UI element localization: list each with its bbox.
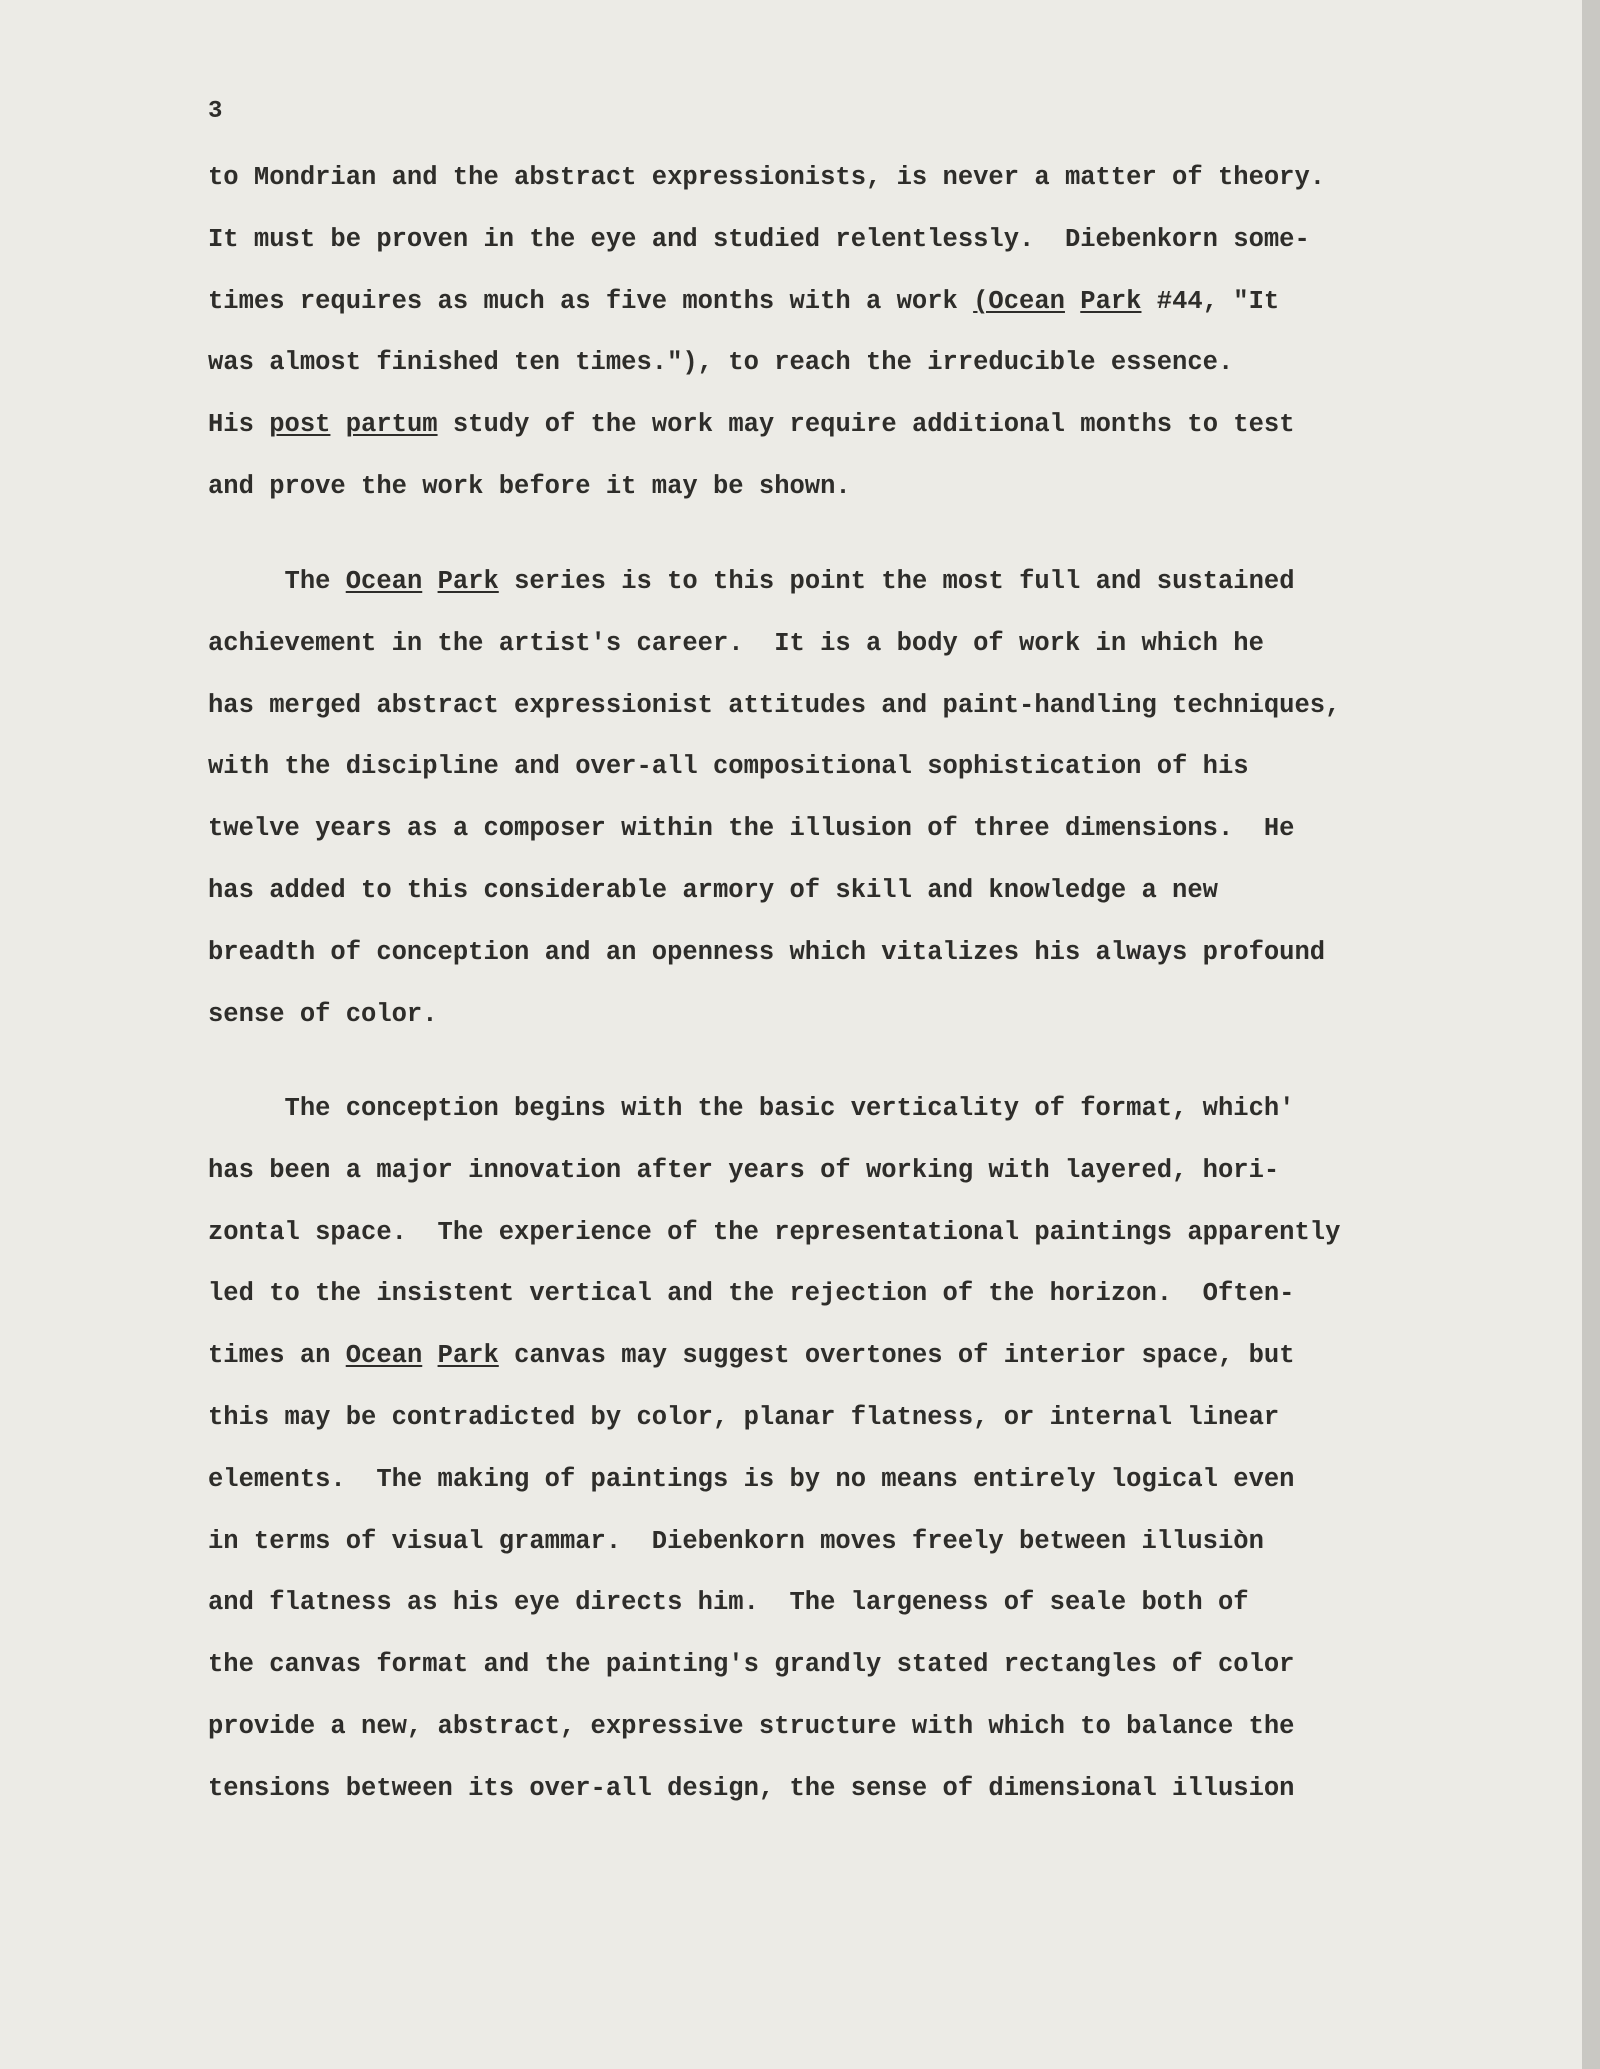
text-line: and prove the work before it may be shown. xyxy=(208,471,851,501)
paragraph-1 xyxy=(208,147,1325,518)
paragraph-2 xyxy=(208,551,1340,1045)
page-edge xyxy=(1582,0,1600,2069)
text-line: times requires as much as five months with a work (Ocean Park #44, "It xyxy=(208,286,1280,316)
text-line: and flatness as his eye directs him. The largeness of seale both of xyxy=(208,1588,1249,1618)
text-line: twelve years as a composer within the illusion of three dimensions. He xyxy=(208,814,1295,844)
text-line: provide a new, abstract, expressive structure with which to balance the xyxy=(208,1711,1295,1741)
text-line: this may be contradicted by color, planar flatness, or internal linear xyxy=(208,1402,1280,1432)
paragraph-3 xyxy=(208,1078,1340,1820)
text-line: elements. The making of paintings is by no means entirely logical even xyxy=(208,1464,1295,1494)
text-line: It must be proven in the eye and studied relentlessly. Diebenkorn some- xyxy=(208,224,1310,254)
text-line: breadth of conception and an openness which vitalizes his always profound xyxy=(208,937,1326,967)
text-line: zontal space. The experience of the representational paintings apparently xyxy=(208,1217,1341,1247)
underlined-title: Ocean xyxy=(345,567,423,596)
underlined-title: Ocean xyxy=(345,1341,423,1371)
page-number: 3 xyxy=(208,98,223,125)
text-line: achievement in the artist's career. It is a body of work in which he xyxy=(208,628,1264,658)
text-line: His post partum study of the work may require additional months to test xyxy=(208,410,1295,440)
text-line: tensions between its over-all design, the sense of dimensional illusion xyxy=(208,1773,1295,1803)
text-line: in terms of visual grammar. Diebenkorn moves freely between illusiòn xyxy=(208,1526,1264,1556)
text-line: led to the insistent vertical and the rejection of the horizon. Often- xyxy=(208,1279,1295,1309)
text-line: with the discipline and over-all compositional sophistication of his xyxy=(208,752,1249,782)
text-line: The conception begins with the basic verticality of format, which' xyxy=(208,1094,1295,1123)
underlined-title: Park xyxy=(437,1341,499,1371)
text-line: times an Ocean Park canvas may suggest overtones of interior space, but xyxy=(208,1341,1295,1371)
text-line: sense of color. xyxy=(208,999,438,1029)
text-line: has been a major innovation after years of working with layered, hori- xyxy=(208,1155,1280,1185)
text-line: the canvas format and the painting's grandly stated rectangles of color xyxy=(208,1650,1295,1680)
underlined-phrase: post xyxy=(269,410,331,440)
text-line: was almost finished ten times."), to reach the irreducible essence. xyxy=(208,348,1234,378)
text-line: has added to this considerable armory of skill and knowledge a new xyxy=(208,875,1218,905)
underlined-title: Park xyxy=(1080,286,1142,316)
text-line: The Ocean Park series is to this point the most full and sustained xyxy=(208,567,1295,596)
underlined-title: Park xyxy=(437,567,499,596)
text-line: has merged abstract expressionist attitudes and paint-handling techniques, xyxy=(208,690,1341,720)
underlined-title: (Ocean xyxy=(973,286,1065,316)
underlined-phrase: partum xyxy=(345,410,438,440)
text-line: to Mondrian and the abstract expressionists, is never a matter of theory. xyxy=(208,163,1326,192)
